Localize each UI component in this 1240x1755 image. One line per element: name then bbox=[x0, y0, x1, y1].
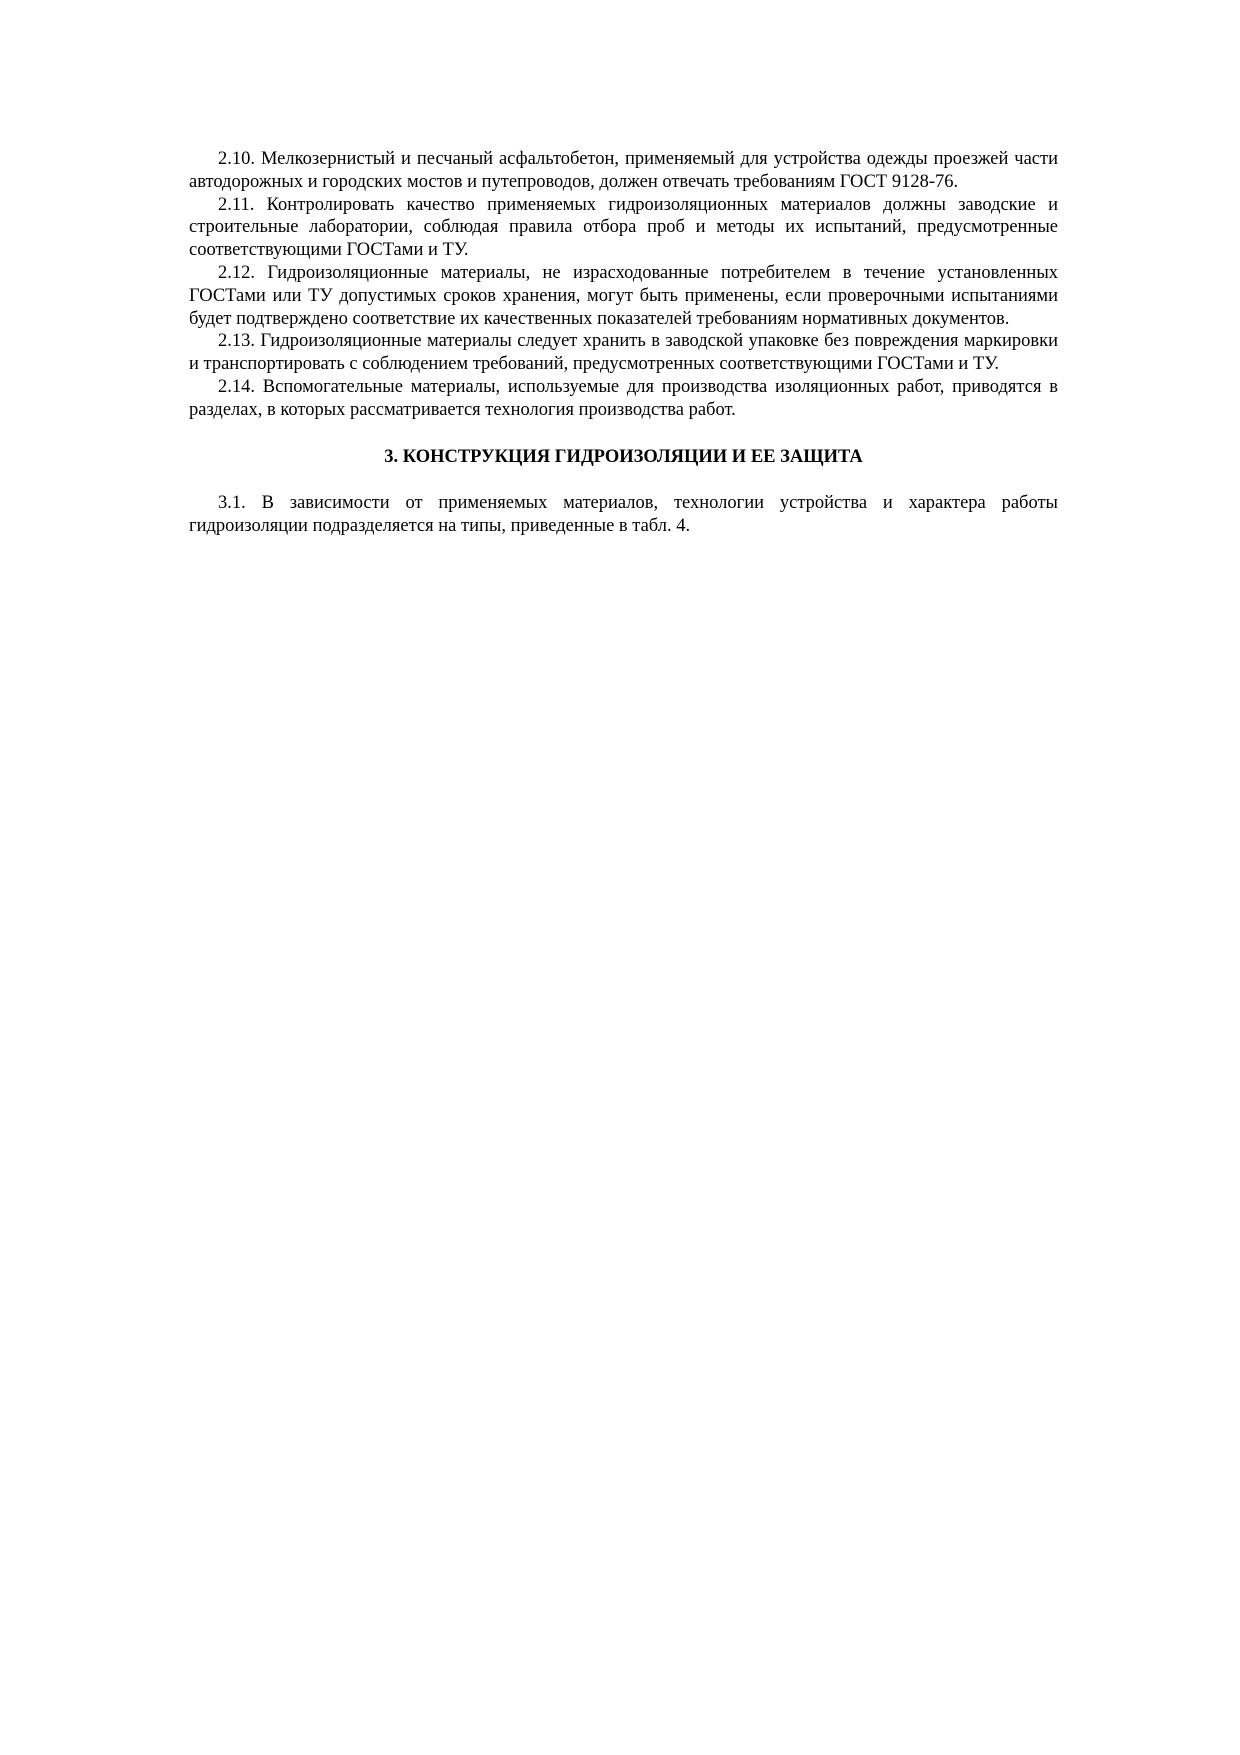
paragraph-2-14: 2.14. Вспомогательные материалы, используемые для производства изоляционных работ, приводятся в разделах, в которых рассматривается технология производства работ. bbox=[189, 376, 1058, 420]
paragraph-2-11: 2.11. Контролировать качество применяемых гидроизоляционных материалов должны заводские и строительные лаборатории, соблюдая правила отбора проб и методы их испытаний, предусмотренные соответствующими ГОСТами и ТУ. bbox=[189, 194, 1058, 261]
paragraph-2-13: 2.13. Гидроизоляционные материалы следует хранить в заводской упаковке без повреждения маркировки и транспортировать с соблюдением требований, предусмотренных соответствующими ГОСТами и ТУ. bbox=[189, 331, 1058, 375]
paragraph-3-1: 3.1. В зависимости от применяемых материалов, технологии устройства и характера работы гидроизоляции подразделяется на типы, приведенные в табл. 4. bbox=[189, 493, 1058, 537]
paragraph-2-12: 2.12. Гидроизоляционные материалы, не израсходованные потребителем в течение установленных ГОСТами или ТУ допустимых сроков хранения, могут быть применены, если проверочными испытаниями будет подтверждено соответствие их качественных показателей требованиям нормативных документов. bbox=[189, 262, 1058, 329]
section-3-heading: 3. КОНСТРУКЦИЯ ГИДРОИЗОЛЯЦИИ И ЕЕ ЗАЩИТА bbox=[384, 446, 863, 467]
paragraph-2-10: 2.10. Мелкозернистый и песчаный асфальтобетон, применяемый для устройства одежды проезжей части автодорожных и городских мостов и путепроводов, должен отвечать требованиям ГОСТ 9128-76. bbox=[189, 149, 1058, 192]
document-page bbox=[189, 148, 1058, 538]
